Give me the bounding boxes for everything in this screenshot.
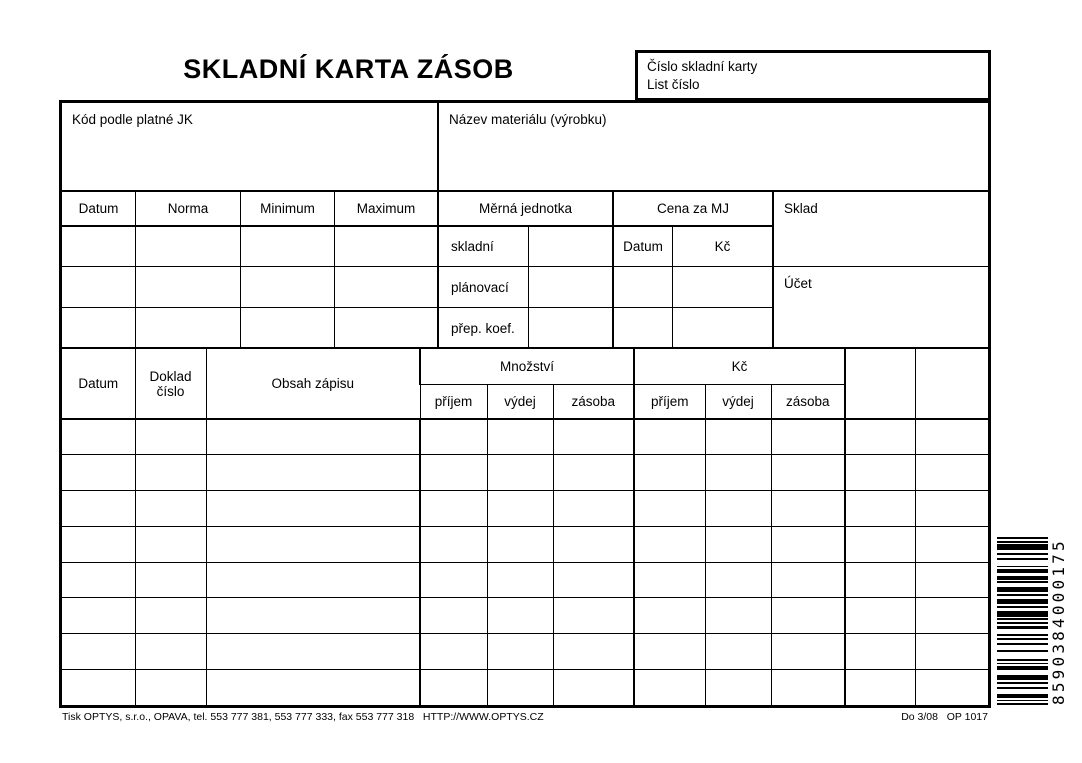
journal-cell[interactable] [705, 669, 771, 705]
journal-cell[interactable] [553, 562, 634, 598]
col-header-minimum: Minimum [240, 190, 334, 225]
unit-row-label-prep-koef: přep. koef. [437, 307, 528, 348]
journal-header-extra-1 [845, 349, 915, 419]
journal-cell[interactable] [845, 634, 915, 670]
journal-cell[interactable] [553, 419, 634, 455]
journal-cell[interactable] [915, 669, 988, 705]
journal-cell[interactable] [206, 598, 420, 634]
journal-subheader-vydej-kc: výdej [705, 384, 771, 419]
unit-value-cell[interactable] [528, 225, 612, 266]
barcode-bar [997, 703, 1048, 705]
journal-cell[interactable] [634, 562, 705, 598]
price-cell[interactable] [612, 307, 672, 348]
journal-cell[interactable] [62, 562, 135, 598]
col-header-maximum: Maximum [334, 190, 437, 225]
journal-cell[interactable] [420, 598, 487, 634]
journal-cell[interactable] [771, 598, 845, 634]
journal-subheader-zasoba-kc: zásoba [771, 384, 845, 419]
material-code-label: Kód podle platné JK [72, 112, 193, 127]
material-code-field[interactable] [62, 103, 437, 190]
journal-cell[interactable] [62, 526, 135, 562]
param-cell[interactable] [240, 225, 334, 266]
journal-cell[interactable] [771, 491, 845, 527]
param-cell[interactable] [62, 225, 135, 266]
journal-cell[interactable] [135, 526, 206, 562]
journal-cell[interactable] [771, 634, 845, 670]
journal-cell[interactable] [553, 669, 634, 705]
journal-cell[interactable] [420, 669, 487, 705]
journal-cell[interactable] [135, 419, 206, 455]
unit-row-label-planovaci: plánovací [437, 266, 528, 307]
journal-header-extra-2 [915, 349, 988, 419]
journal-cell[interactable] [634, 669, 705, 705]
journal-cell[interactable] [420, 562, 487, 598]
journal-cell[interactable] [915, 562, 988, 598]
warehouse-label: Sklad [784, 201, 818, 216]
account-label: Účet [784, 276, 812, 291]
journal-cell[interactable] [420, 419, 487, 455]
barcode [997, 538, 1048, 705]
form-code: Do 3/08 OP 1017 [901, 711, 988, 723]
journal-cell[interactable] [62, 455, 135, 491]
list-number-label: List číslo [647, 77, 700, 92]
journal-cell[interactable] [771, 562, 845, 598]
journal-subheader-prijem-mn: příjem [420, 384, 487, 419]
stock-card-form [59, 100, 991, 708]
journal-cell[interactable] [705, 419, 771, 455]
journal-cell[interactable] [487, 419, 553, 455]
price-date-label: Datum [612, 225, 672, 266]
journal-cell[interactable] [135, 491, 206, 527]
param-cell[interactable] [240, 307, 334, 348]
journal-cell[interactable] [62, 598, 135, 634]
journal-cell[interactable] [135, 669, 206, 705]
param-cell[interactable] [135, 266, 240, 307]
journal-cell[interactable] [420, 455, 487, 491]
journal-cell[interactable] [420, 634, 487, 670]
journal-cell[interactable] [634, 598, 705, 634]
journal-cell[interactable] [915, 598, 988, 634]
journal-cell[interactable] [634, 455, 705, 491]
journal-header-doklad [135, 349, 206, 419]
journal-cell[interactable] [845, 526, 915, 562]
journal-cell[interactable] [206, 419, 420, 455]
journal-group-kc: Kč [634, 349, 845, 384]
material-name-label: Název materiálu (výrobku) [449, 112, 607, 127]
journal-cell[interactable] [487, 455, 553, 491]
col-header-datum: Datum [62, 190, 135, 225]
journal-cell[interactable] [845, 419, 915, 455]
price-cell[interactable] [672, 266, 772, 307]
param-cell[interactable] [334, 266, 437, 307]
journal-cell[interactable] [135, 455, 206, 491]
unit-row-label-skladni: skladní [437, 225, 528, 266]
journal-group-mnozstvi: Množství [420, 349, 634, 384]
journal-cell[interactable] [487, 562, 553, 598]
param-cell[interactable] [334, 307, 437, 348]
journal-cell[interactable] [771, 526, 845, 562]
param-cell[interactable] [135, 307, 240, 348]
journal-cell[interactable] [845, 562, 915, 598]
journal-cell[interactable] [845, 598, 915, 634]
journal-cell[interactable] [487, 669, 553, 705]
journal-cell[interactable] [705, 598, 771, 634]
journal-cell[interactable] [705, 526, 771, 562]
price-header: Cena za MJ [612, 190, 772, 225]
footer [62, 711, 988, 723]
journal-subheader-vydej-mn: výdej [487, 384, 553, 419]
col-header-norma: Norma [135, 190, 240, 225]
journal-cell[interactable] [553, 598, 634, 634]
journal-cell[interactable] [206, 562, 420, 598]
param-cell[interactable] [240, 266, 334, 307]
price-cell[interactable] [672, 307, 772, 348]
journal-cell[interactable] [487, 634, 553, 670]
journal-cell[interactable] [705, 634, 771, 670]
journal-cell[interactable] [915, 419, 988, 455]
warehouse-field[interactable] [772, 190, 988, 266]
card-number-box[interactable] [635, 50, 991, 101]
printer-info: Tisk OPTYS, s.r.o., OPAVA, tel. 553 777 381, 553 777 333, fax 553 777 318 HTTP://WWW.OPTYS.CZ [62, 711, 544, 723]
journal-cell[interactable] [634, 526, 705, 562]
journal-cell[interactable] [705, 455, 771, 491]
journal-cell[interactable] [553, 526, 634, 562]
journal-cell[interactable] [135, 598, 206, 634]
journal-cell[interactable] [135, 634, 206, 670]
journal-cell[interactable] [845, 455, 915, 491]
unit-value-cell[interactable] [528, 266, 612, 307]
journal-cell[interactable] [420, 526, 487, 562]
journal-cell[interactable] [915, 491, 988, 527]
journal-cell[interactable] [845, 669, 915, 705]
journal-header-obsah: Obsah zápisu [206, 349, 420, 419]
journal-cell[interactable] [206, 526, 420, 562]
journal-cell[interactable] [206, 669, 420, 705]
account-field[interactable] [772, 266, 988, 348]
journal-cell[interactable] [553, 455, 634, 491]
journal-cell[interactable] [487, 526, 553, 562]
journal-cell[interactable] [487, 491, 553, 527]
param-cell[interactable] [62, 266, 135, 307]
journal-table [62, 349, 988, 705]
doklad-line1: Doklad [149, 368, 192, 384]
journal-cell[interactable] [771, 669, 845, 705]
journal-cell[interactable] [771, 419, 845, 455]
journal-cell[interactable] [634, 419, 705, 455]
price-cell[interactable] [612, 266, 672, 307]
journal-subheader-prijem-kc: příjem [634, 384, 705, 419]
journal-cell[interactable] [62, 634, 135, 670]
journal-cell[interactable] [206, 455, 420, 491]
journal-cell[interactable] [62, 491, 135, 527]
unit-value-cell[interactable] [528, 307, 612, 348]
journal-cell[interactable] [634, 634, 705, 670]
journal-header-datum: Datum [62, 349, 135, 419]
journal-cell[interactable] [135, 562, 206, 598]
journal-cell[interactable] [206, 491, 420, 527]
price-kc-label: Kč [672, 225, 772, 266]
journal-cell[interactable] [206, 634, 420, 670]
journal-cell[interactable] [915, 526, 988, 562]
journal-cell[interactable] [915, 634, 988, 670]
journal-cell[interactable] [634, 491, 705, 527]
journal-cell[interactable] [553, 634, 634, 670]
journal-cell[interactable] [62, 419, 135, 455]
material-name-field[interactable] [437, 103, 988, 190]
journal-cell[interactable] [62, 669, 135, 705]
journal-cell[interactable] [487, 598, 553, 634]
journal-cell[interactable] [915, 455, 988, 491]
card-number-label: Číslo skladní karty [647, 59, 758, 74]
unit-header: Měrná jednotka [437, 190, 612, 225]
journal-cell[interactable] [771, 455, 845, 491]
journal-subheader-zasoba-mn: zásoba [553, 384, 634, 419]
barcode-number: 8590384000175 [1048, 538, 1068, 705]
journal-cell[interactable] [845, 491, 915, 527]
param-cell[interactable] [135, 225, 240, 266]
page-title: SKLADNÍ KARTA ZÁSOB [183, 54, 514, 84]
journal-cell[interactable] [705, 491, 771, 527]
journal-cell[interactable] [420, 491, 487, 527]
journal-cell[interactable] [553, 491, 634, 527]
doklad-line2: číslo [156, 383, 185, 399]
param-cell[interactable] [62, 307, 135, 348]
param-cell[interactable] [334, 225, 437, 266]
journal-cell[interactable] [705, 562, 771, 598]
